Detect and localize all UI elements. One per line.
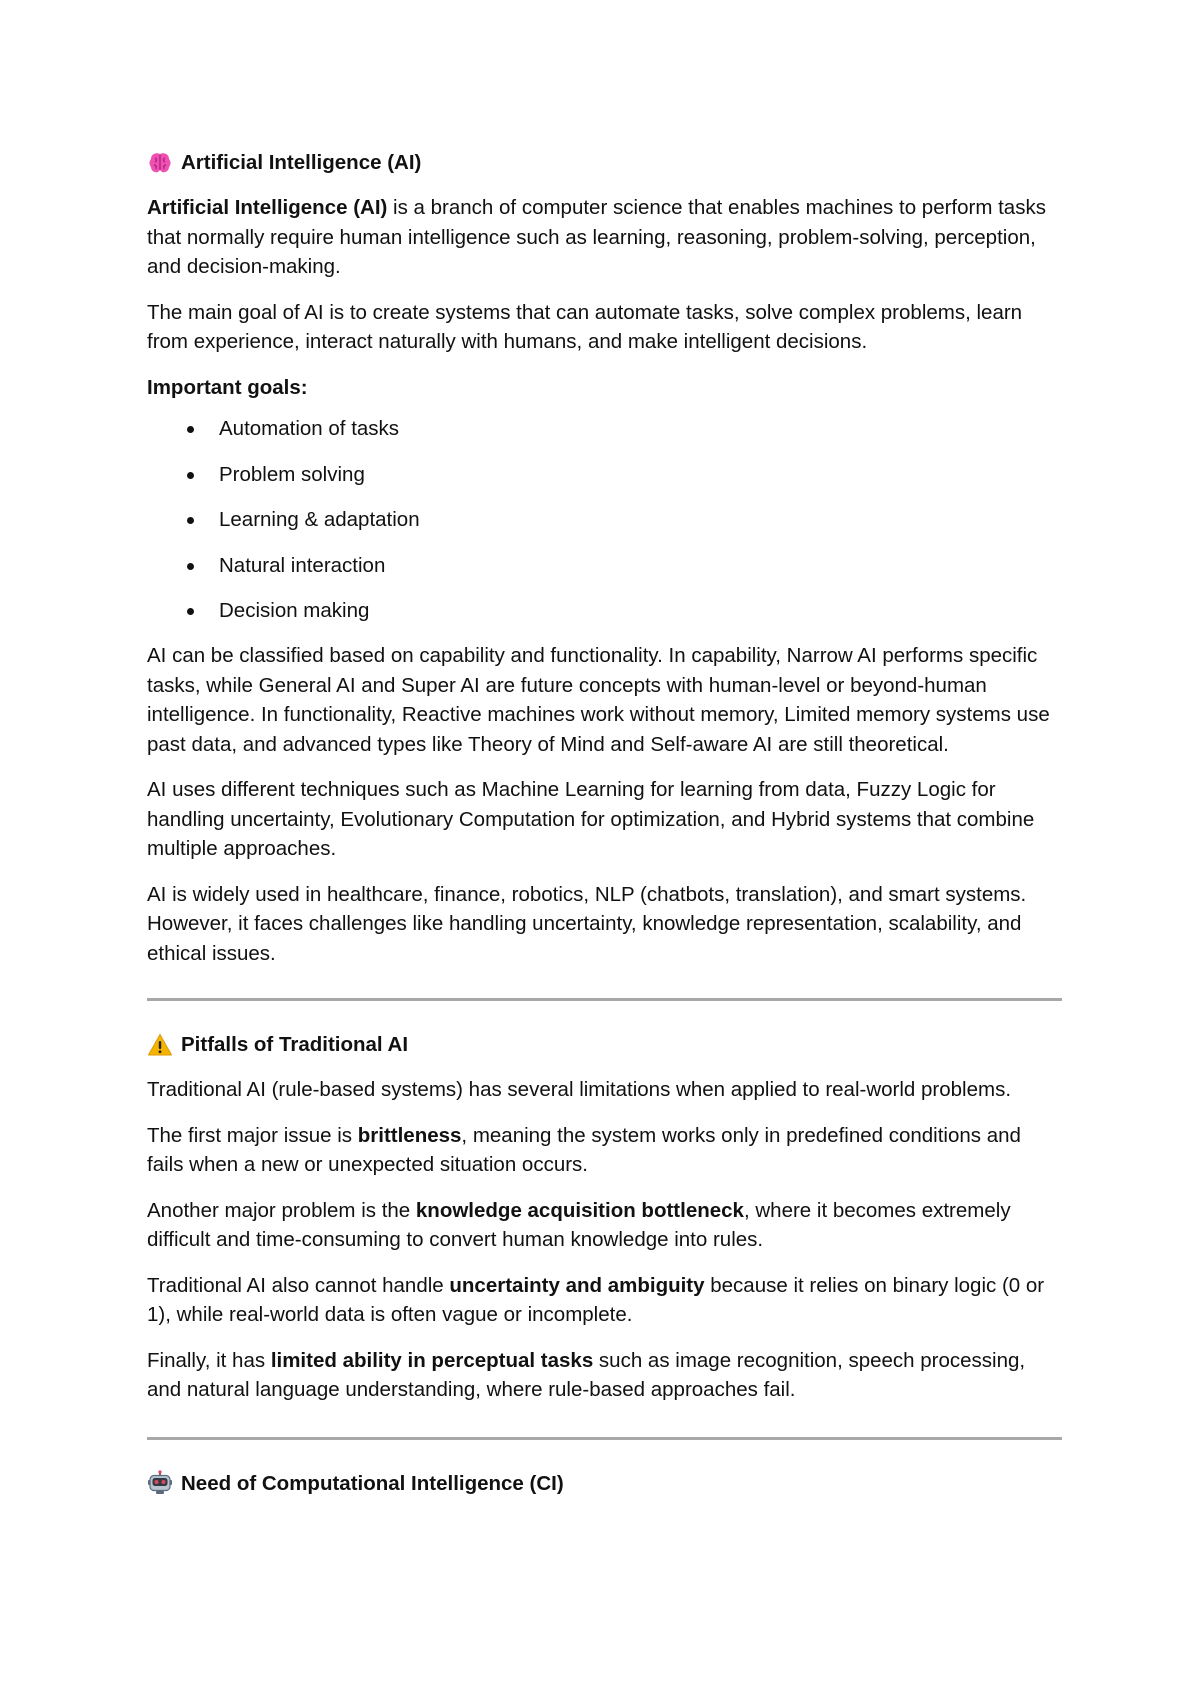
section-ai-title: Artificial Intelligence (AI) — [181, 151, 422, 174]
pitfall-bold: uncertainty and ambiguity — [449, 1273, 705, 1297]
pitfall-knowledge-paragraph — [147, 1196, 1062, 1255]
pitfall-text: because it relies on binary logic (0 or 1), while real-world data is often vague or incomplete. — [147, 1273, 1045, 1326]
list-item-text: Decision making — [219, 599, 370, 622]
pitfall-text: such as image recognition, speech processing, and natural language understanding, where rule-based approaches fail. — [147, 1348, 1026, 1401]
ai-intro-text: is a branch of computer science that enables machines to perform tasks that normally require human intelligence such as learning, reasoning, problem-solving, perception, and decision-making. — [147, 196, 1046, 278]
list-item-text: Problem solving — [219, 462, 365, 486]
pitfall-bold: brittleness — [357, 1123, 462, 1147]
pitfalls-intro-paragraph: Traditional AI (rule-based systems) has several limitations when applied to real-world problems. — [147, 1078, 1012, 1101]
bullet — [187, 563, 194, 570]
goals-heading-text: Important goals: — [147, 375, 308, 399]
warning-icon — [147, 1032, 173, 1058]
bullet — [187, 472, 194, 479]
pitfall-text: Traditional AI also cannot handle — [147, 1273, 450, 1297]
list-item-text: Automation of tasks — [219, 417, 400, 440]
pitfall-bold: knowledge acquisition bottleneck — [415, 1198, 744, 1222]
pitfall-brittleness-paragraph — [147, 1121, 1062, 1180]
section-ai-heading — [147, 148, 1062, 177]
list-item — [147, 460, 1062, 506]
section-divider — [147, 1437, 1062, 1440]
list-item — [147, 596, 1062, 633]
section-ci-title: Need of Computational Intelligence (CI) — [181, 1471, 564, 1495]
pitfall-uncertainty-paragraph — [147, 1271, 1062, 1330]
section-pitfalls-title: Pitfalls of Traditional AI — [181, 1033, 409, 1056]
list-item — [147, 414, 1062, 460]
bullet — [187, 426, 194, 433]
ai-techniques-paragraph: AI uses different techniques such as Machine Learning for learning from data, Fuzzy Logic for handling uncertainty, Evolutionary Computation for optimization, and Hybrid systems that combine multiple approaches. — [147, 778, 1035, 860]
bullet — [187, 517, 194, 524]
goals-heading — [147, 373, 1062, 403]
pitfall-text: Finally, it has — [147, 1348, 271, 1372]
ai-classification-paragraph: AI can be classified based on capability and functionality. In capability, Narrow AI performs specific tasks, while General AI and Super AI are future concepts with human-level or beyond-human intelligence. In functionality, Reactive machines work without memory, Limited memory systems use past data, and advanced types like Theory of Mind and Self-aware AI are still theoretical. — [147, 644, 1050, 756]
pitfall-bold: limited ability in perceptual tasks — [270, 1348, 594, 1372]
robot-icon — [147, 1470, 173, 1496]
ai-intro-paragraph — [147, 193, 1062, 282]
goals-list — [147, 414, 1062, 633]
pitfall-text: , meaning the system works only in predefined conditions and fails when a new or unexpected situation occurs. — [147, 1123, 1021, 1176]
ai-intro-bold: Artificial Intelligence (AI) — [147, 196, 388, 219]
bullet — [187, 608, 194, 615]
list-item-text: Learning & adaptation — [219, 508, 420, 531]
list-item-text: Natural interaction — [219, 553, 386, 577]
ai-main-goal-paragraph: The main goal of AI is to create systems that can automate tasks, solve complex problems, learn from experience, interact naturally with humans, and make intelligent decisions. — [147, 300, 1023, 353]
pitfall-text: The first major issue is — [147, 1123, 358, 1147]
pitfall-perceptual-paragraph — [147, 1346, 1062, 1405]
section-ci-heading — [147, 1469, 1062, 1498]
pitfall-text: Another major problem is the — [147, 1198, 416, 1222]
ai-applications-paragraph: AI is widely used in healthcare, finance, robotics, NLP (chatbots, translation), and smart systems. However, it faces challenges like handling uncertainty, knowledge representation, scalability, and ethical issues. — [147, 882, 1027, 965]
brain-icon — [147, 150, 173, 176]
section-divider — [147, 998, 1062, 1001]
document-page — [147, 148, 1062, 1514]
list-item — [147, 551, 1062, 597]
pitfall-text: , where it becomes extremely difficult and time-consuming to convert human knowledge into rules. — [147, 1198, 1011, 1251]
list-item — [147, 505, 1062, 551]
section-pitfalls-heading — [147, 1030, 1062, 1059]
